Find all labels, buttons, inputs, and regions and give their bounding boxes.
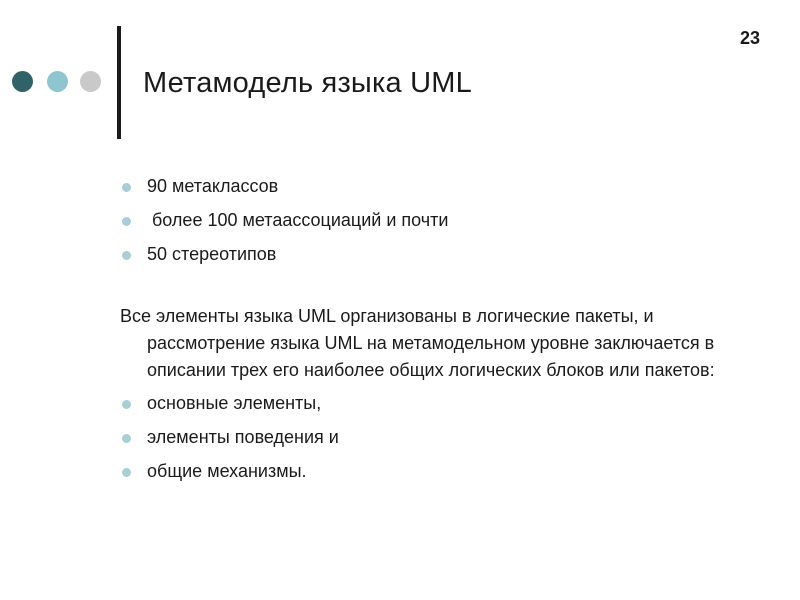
dot-dark-icon — [12, 71, 33, 92]
title-divider — [117, 26, 121, 139]
bullet-item: элементы поведения и — [120, 425, 750, 450]
bullet-item: основные элементы, — [120, 391, 750, 416]
bullet-item: общие механизмы. — [120, 459, 750, 484]
body-paragraph: Все элементы языка UML организованы в логические пакеты, и рассмотрение языка UML на метамодельном уровне заключается в описании трех его наиболее общих логических блоков или пакетов: — [120, 306, 715, 380]
spacer — [120, 276, 750, 303]
bullet-item: более 100 метаассоциаций и почти — [120, 208, 750, 233]
bullet-item: 50 стереотипов — [120, 242, 750, 267]
slide-content — [120, 174, 750, 493]
dot-mid-icon — [47, 71, 68, 92]
dot-light-icon — [80, 71, 101, 92]
bullet-item: 90 метаклассов — [120, 174, 750, 199]
slide-title: Метамодель языка UML — [143, 67, 472, 99]
page-number: 23 — [740, 28, 761, 48]
